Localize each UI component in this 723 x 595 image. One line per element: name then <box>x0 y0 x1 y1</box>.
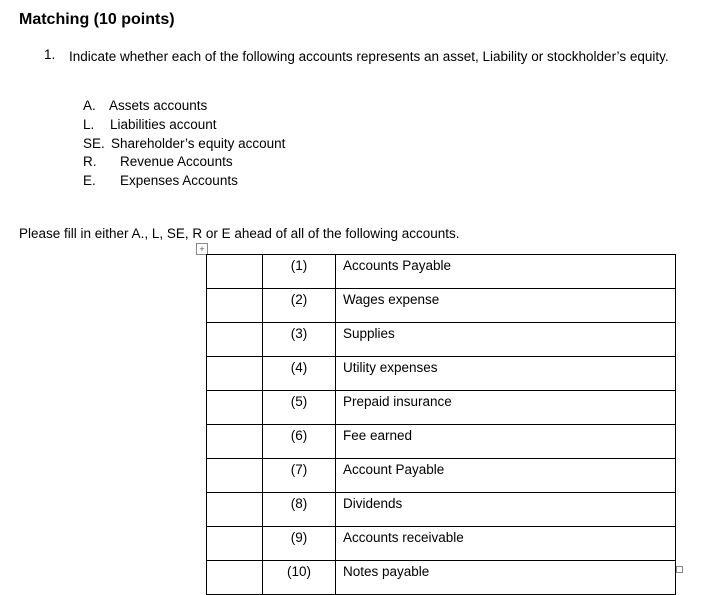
table-row <box>207 527 676 561</box>
option-key: E. <box>83 173 96 188</box>
option-key: L. <box>83 117 95 132</box>
option-key: SE. <box>83 136 105 151</box>
row-number: (6) <box>263 425 336 459</box>
account-name: Dividends <box>336 493 676 527</box>
section-title: Matching (10 points) <box>19 11 175 28</box>
table-row <box>207 289 676 323</box>
option-item <box>83 154 233 169</box>
option-item <box>83 136 285 151</box>
account-name: Prepaid insurance <box>336 391 676 425</box>
question-text: Indicate whether each of the following accounts represents an asset, Liability or stockholder’s equity. <box>69 49 669 64</box>
answer-cell[interactable] <box>207 391 263 425</box>
option-key: A. <box>83 98 96 113</box>
answer-cell[interactable] <box>207 561 263 595</box>
option-item <box>83 98 207 113</box>
answer-cell[interactable] <box>207 459 263 493</box>
account-name: Utility expenses <box>336 357 676 391</box>
table-row <box>207 357 676 391</box>
row-number: (7) <box>263 459 336 493</box>
table-row <box>207 459 676 493</box>
move-icon[interactable]: + <box>196 243 208 255</box>
accounts-table <box>206 254 676 595</box>
account-name: Accounts Payable <box>336 255 676 289</box>
option-label: Expenses Accounts <box>120 173 238 188</box>
account-name: Wages expense <box>336 289 676 323</box>
row-number: (2) <box>263 289 336 323</box>
option-key: R. <box>83 154 97 169</box>
option-item <box>83 173 238 188</box>
option-label: Shareholder’s equity account <box>111 136 286 151</box>
answer-cell[interactable] <box>207 289 263 323</box>
answer-cell[interactable] <box>207 425 263 459</box>
account-name: Account Payable <box>336 459 676 493</box>
answer-cell[interactable] <box>207 323 263 357</box>
account-name: Supplies <box>336 323 676 357</box>
row-number: (10) <box>263 561 336 595</box>
resize-handle[interactable] <box>676 566 683 573</box>
account-name: Fee earned <box>336 425 676 459</box>
instruction-text: Please fill in either A., L, SE, R or E ahead of all of the following accounts. <box>19 226 460 241</box>
table-row <box>207 255 676 289</box>
question-number: 1. <box>44 47 56 62</box>
option-label: Assets accounts <box>109 98 208 113</box>
answer-cell[interactable] <box>207 357 263 391</box>
table-row <box>207 493 676 527</box>
account-name: Notes payable <box>336 561 676 595</box>
row-number: (4) <box>263 357 336 391</box>
option-label: Liabilities account <box>110 117 217 132</box>
answer-cell[interactable] <box>207 527 263 561</box>
table-row <box>207 425 676 459</box>
table-row <box>207 323 676 357</box>
row-number: (9) <box>263 527 336 561</box>
account-name: Accounts receivable <box>336 527 676 561</box>
answer-cell[interactable] <box>207 255 263 289</box>
row-number: (5) <box>263 391 336 425</box>
answer-cell[interactable] <box>207 493 263 527</box>
row-number: (3) <box>263 323 336 357</box>
row-number: (8) <box>263 493 336 527</box>
table-row <box>207 561 676 595</box>
table-row <box>207 391 676 425</box>
option-item <box>83 117 217 132</box>
row-number: (1) <box>263 255 336 289</box>
option-label: Revenue Accounts <box>120 154 233 169</box>
